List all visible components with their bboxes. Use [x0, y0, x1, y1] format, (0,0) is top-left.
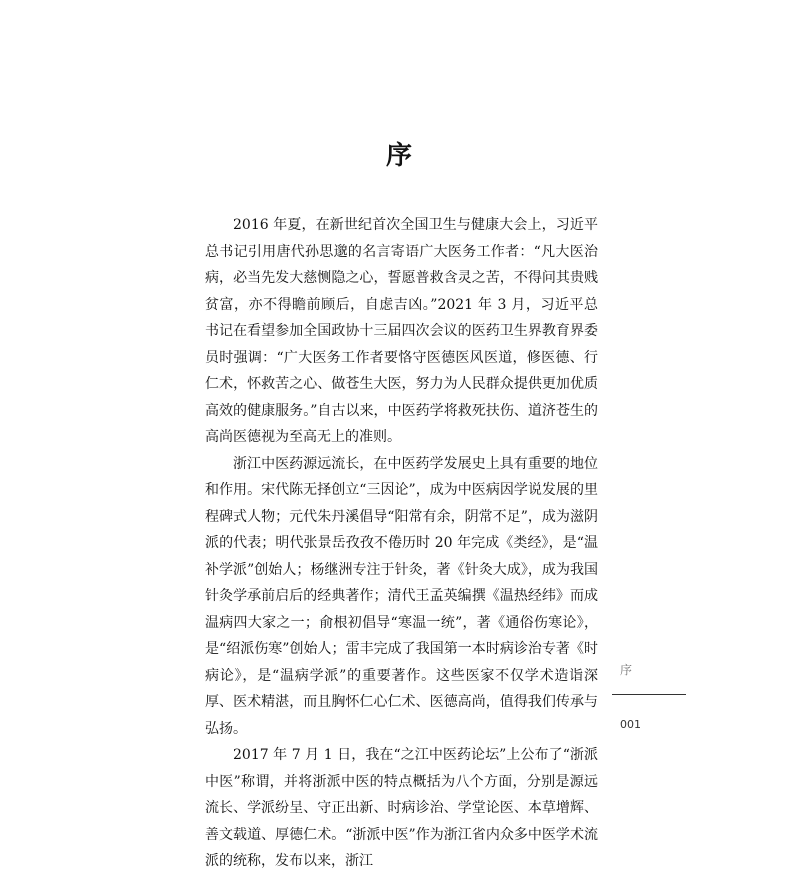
paragraph: 2016 年夏，在新世纪首次全国卫生与健康大会上，习近平总书记引用唐代孙思邈的名言寄语广大医务工作者：“凡大医治病，必当先发大慈恻隐之心，誓愿普救含灵之苦，不得问其贵贱贫富，亦不得瞻前顾后，自虑吉凶。”2021 年 3 月，习近平总书记在看望参加全国政协十三届四次会议的医药卫生界教育界委员时强调：“广大医务工作者要恪守医德医风医道，修医德、行仁术，怀救苦之心、做苍生大医，努力为人民群众提供更加优质高效的健康服务。”自古以来，中医药学将救死扶伤、道济苍生的高尚医德视为至高无上的准则。 — [205, 217, 598, 445]
page-title: 序 — [385, 141, 414, 171]
page-number: 001 — [620, 718, 641, 731]
paragraph: 浙江中医药源远流长，在中医药学发展史上具有重要的地位和作用。宋代陈无择创立“三因论”，成为中医病因学说发展的里程碑式人物；元代朱丹溪倡导“阳常有余，阴常不足”，成为滋阴派的代表；明代张景岳孜孜不倦历时 20 年完成《类经》，是“温补学派”创始人；杨继洲专注于针灸，著《针灸大成》，成为我国针灸学承前启后的经典著作；清代王孟英编撰《温热经纬》而成温病四大家之一；俞根初倡导“寒温一统”，著《通俗伤寒论》，是“绍派伤寒”创始人；雷丰完成了我国第一本时病诊治专著《时病论》，是“温病学派”的重要著作。这些医家不仅学术造诣深厚、医术精湛，而且胸怀仁心仁术、医德高尚，值得我们传承与弘扬。 — [205, 455, 598, 737]
running-head: 序 — [620, 663, 633, 677]
running-head-rule — [612, 694, 686, 695]
paragraph: 2017 年 7 月 1 日，我在“之江中医药论坛”上公布了“浙派中医”称谓，并将浙派中医的特点概括为八个方面，分别是源远流长、学派纷呈、守正出新、时病诊治、学堂论医、本草增辉、善文载道、厚德仁术。“浙派中医”作为浙江省内众多中医学术流派的统称，发布以来，浙江 — [205, 747, 598, 869]
body-text — [205, 212, 598, 875]
